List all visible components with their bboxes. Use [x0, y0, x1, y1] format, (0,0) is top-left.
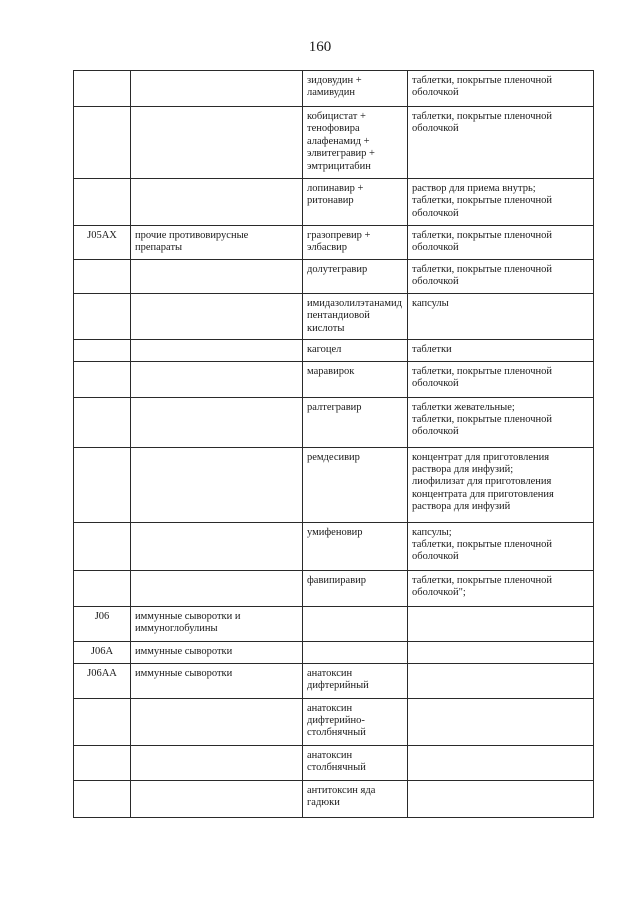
group-name-cell — [131, 780, 303, 817]
drug-name-cell-text: анатоксин дифтерийный — [307, 667, 369, 692]
drug-name-cell — [303, 397, 408, 447]
drug-name-cell-text: антитоксин яда гадюки — [307, 784, 376, 809]
dosage-form-cell-text: таблетки, покрытые пленочной оболочкой"; — [412, 574, 553, 599]
drug-name-cell-text: зидовудин + ламивудин — [307, 75, 362, 99]
atc-code-cell — [74, 641, 131, 663]
atc-code-cell — [74, 522, 131, 570]
group-name-cell — [131, 570, 303, 606]
dosage-form-cell-text: таблетки — [412, 344, 452, 356]
group-name-cell — [131, 226, 303, 260]
atc-code-cell — [74, 361, 131, 397]
dosage-form-cell — [408, 226, 594, 260]
group-name-cell — [131, 447, 303, 522]
drug-name-cell — [303, 447, 408, 522]
table-row — [74, 397, 594, 447]
dosage-form-cell — [408, 397, 594, 447]
atc-code-cell — [74, 698, 131, 745]
atc-code-cell — [74, 447, 131, 522]
group-name-cell-text: прочие противовирусные препараты — [135, 230, 249, 254]
group-name-cell — [131, 260, 303, 294]
drug-name-cell-text: кагоцел — [307, 344, 342, 356]
group-name-cell — [131, 606, 303, 641]
drug-name-cell — [303, 179, 408, 226]
dosage-form-cell — [408, 294, 594, 340]
group-name-cell-text: иммунные сыворотки и иммуноглобулины — [135, 610, 241, 635]
dosage-form-cell — [408, 179, 594, 226]
dosage-form-cell — [408, 745, 594, 780]
drug-name-cell — [303, 107, 408, 179]
drug-table — [73, 70, 594, 818]
table-row — [74, 340, 594, 361]
table-row — [74, 780, 594, 817]
dosage-form-cell-text: раствор для приема внутрь; таблетки, покрытые пленочной оболочкой — [412, 183, 553, 219]
dosage-form-cell — [408, 447, 594, 522]
table-row — [74, 361, 594, 397]
atc-code-cell — [74, 71, 131, 107]
group-name-cell — [131, 294, 303, 340]
drug-name-cell — [303, 641, 408, 663]
dosage-form-cell — [408, 780, 594, 817]
drug-name-cell-text: лопинавир + ритонавир — [307, 183, 364, 207]
group-name-cell — [131, 361, 303, 397]
drug-name-cell-text: гразопревир + элбасвир — [307, 230, 371, 254]
drug-name-cell — [303, 780, 408, 817]
dosage-form-cell — [408, 260, 594, 294]
drug-name-cell — [303, 570, 408, 606]
table-row — [74, 71, 594, 107]
drug-name-cell — [303, 294, 408, 340]
drug-name-cell-text: имидазолилэтанамид пентандиовой кислоты — [307, 298, 402, 334]
group-name-cell — [131, 340, 303, 361]
group-name-cell — [131, 522, 303, 570]
drug-name-cell-text: маравирок — [307, 365, 355, 377]
dosage-form-cell-text: таблетки, покрытые пленочной оболочкой — [412, 264, 553, 288]
atc-code-cell-text: J06AA — [87, 667, 117, 679]
table-row — [74, 294, 594, 340]
atc-code-cell — [74, 570, 131, 606]
dosage-form-cell — [408, 570, 594, 606]
dosage-form-cell-text: таблетки, покрытые пленочной оболочкой — [412, 365, 553, 390]
drug-name-cell — [303, 361, 408, 397]
atc-code-cell — [74, 397, 131, 447]
group-name-cell — [131, 71, 303, 107]
dosage-form-cell-text: таблетки жевательные; таблетки, покрытые пленочной оболочкой — [412, 401, 553, 438]
drug-name-cell — [303, 745, 408, 780]
dosage-form-cell — [408, 698, 594, 745]
dosage-form-cell — [408, 71, 594, 107]
table-row — [74, 260, 594, 294]
atc-code-cell — [74, 260, 131, 294]
drug-name-cell-text: ремдесивир — [307, 451, 360, 463]
dosage-form-cell — [408, 663, 594, 698]
atc-code-cell-text: J05AX — [87, 230, 117, 241]
atc-code-cell — [74, 745, 131, 780]
drug-name-cell-text: умифеновир — [307, 526, 363, 538]
drug-name-cell-text: анатоксин дифтерийно- столбнячный — [307, 702, 366, 739]
table-row — [74, 663, 594, 698]
group-name-cell — [131, 663, 303, 698]
dosage-form-cell-text: таблетки, покрытые пленочной оболочкой — [412, 75, 553, 99]
atc-code-cell — [74, 780, 131, 817]
dosage-form-cell — [408, 522, 594, 570]
dosage-form-cell — [408, 606, 594, 641]
atc-code-cell — [74, 294, 131, 340]
dosage-form-cell-text: концентрат для приготовления раствора для инфузий; лиофилизат для приготовления концентрата для приготовления раствора для инфузий — [412, 451, 554, 513]
page-number: 160 — [308, 39, 332, 55]
drug-name-cell — [303, 340, 408, 361]
dosage-form-cell-text: таблетки, покрытые пленочной оболочкой — [412, 111, 553, 135]
atc-code-cell — [74, 663, 131, 698]
table-row — [74, 522, 594, 570]
table-row — [74, 179, 594, 226]
table-row — [74, 641, 594, 663]
drug-name-cell — [303, 522, 408, 570]
drug-name-cell — [303, 260, 408, 294]
table-row — [74, 745, 594, 780]
dosage-form-cell-text: капсулы — [412, 298, 449, 309]
drug-name-cell — [303, 226, 408, 260]
drug-name-cell-text: анатоксин столбнячный — [307, 749, 366, 774]
atc-code-cell — [74, 340, 131, 361]
table-row — [74, 107, 594, 179]
atc-code-cell-text: J06 — [94, 610, 110, 622]
group-name-cell — [131, 698, 303, 745]
dosage-form-cell — [408, 107, 594, 179]
dosage-form-cell — [408, 340, 594, 361]
drug-name-cell — [303, 606, 408, 641]
table-row — [74, 447, 594, 522]
table-row — [74, 226, 594, 260]
atc-code-cell — [74, 606, 131, 641]
drug-name-cell-text: фавипиравир — [307, 574, 367, 586]
dosage-form-cell-text: таблетки, покрытые пленочной оболочкой — [412, 230, 553, 254]
atc-code-cell-text: J06A — [90, 645, 114, 657]
drug-name-cell-text: ралтегравир — [307, 401, 362, 413]
drug-name-cell — [303, 698, 408, 745]
table-row — [74, 606, 594, 641]
dosage-form-cell — [408, 361, 594, 397]
group-name-cell — [131, 179, 303, 226]
drug-name-cell — [303, 663, 408, 698]
atc-code-cell — [74, 107, 131, 179]
group-name-cell — [131, 745, 303, 780]
drug-name-cell-text: кобицистат + тенофовира алафенамид + элвитегравир + эмтрицитабин — [307, 111, 375, 172]
dosage-form-cell-text: капсулы; таблетки, покрытые пленочной оболочкой — [412, 526, 553, 563]
drug-name-cell-text: долутегравир — [307, 264, 368, 275]
table-row — [74, 570, 594, 606]
group-name-cell — [131, 397, 303, 447]
group-name-cell — [131, 107, 303, 179]
atc-code-cell — [74, 179, 131, 226]
table-body — [74, 71, 594, 818]
atc-code-cell — [74, 226, 131, 260]
table-row — [74, 698, 594, 745]
group-name-cell — [131, 641, 303, 663]
group-name-cell-text: иммунные сыворотки — [135, 645, 233, 657]
dosage-form-cell — [408, 641, 594, 663]
drug-name-cell — [303, 71, 408, 107]
group-name-cell-text: иммунные сыворотки — [135, 667, 233, 679]
